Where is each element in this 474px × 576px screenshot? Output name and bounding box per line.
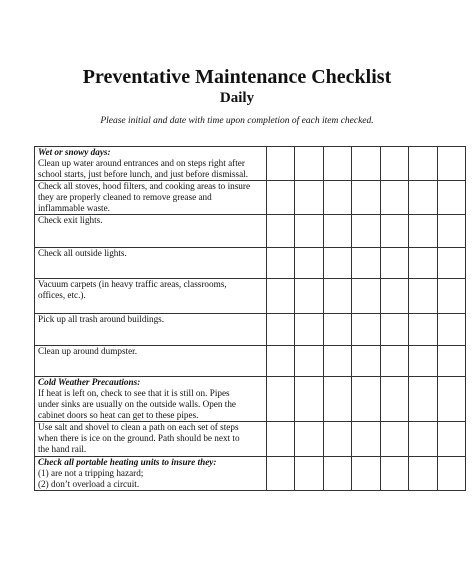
initial-date-cell[interactable]	[409, 181, 438, 215]
initial-date-cell[interactable]	[295, 314, 324, 346]
initial-date-cell[interactable]	[438, 279, 466, 314]
checklist-row	[35, 457, 466, 491]
task-text-line: school starts, just before lunch, and just before dismissal.	[38, 169, 248, 179]
page-subtitle: Daily	[219, 90, 255, 106]
task-text-line: inflammable waste.	[38, 203, 110, 213]
initial-date-cell[interactable]	[381, 181, 409, 215]
initial-date-cell[interactable]	[324, 377, 352, 422]
initial-date-cell[interactable]	[295, 457, 324, 491]
initial-date-cell[interactable]	[324, 215, 352, 248]
task-text-line: under sinks are usually on the outside walls. Open the	[38, 399, 237, 409]
initial-date-cell[interactable]	[409, 248, 438, 279]
initial-date-cell[interactable]	[381, 215, 409, 248]
task-text-line: Use salt and shovel to clean a path on each set of steps	[38, 422, 239, 432]
initial-date-cell[interactable]	[438, 215, 466, 248]
initial-date-cell[interactable]	[381, 377, 409, 422]
initial-date-cell[interactable]	[352, 346, 381, 377]
task-text-line: If heat is left on, check to see that it is still on. Pipes	[38, 388, 230, 398]
initial-date-cell[interactable]	[438, 314, 466, 346]
task-text-line: the hand rail.	[38, 444, 87, 454]
initial-date-cell[interactable]	[381, 279, 409, 314]
initial-date-cell[interactable]	[381, 457, 409, 491]
initial-date-cell[interactable]	[409, 279, 438, 314]
initial-date-cell[interactable]	[409, 422, 438, 457]
initial-date-cell[interactable]	[409, 215, 438, 248]
task-description	[35, 377, 267, 422]
initial-date-cell[interactable]	[267, 457, 295, 491]
initial-date-cell[interactable]	[324, 147, 352, 181]
task-text-line: cabinet doors so heat can get to these pipes.	[38, 410, 199, 420]
task-text-line: (2) don’t overload a circuit.	[38, 479, 140, 489]
initial-date-cell[interactable]	[381, 346, 409, 377]
initial-date-cell[interactable]	[352, 248, 381, 279]
initial-date-cell[interactable]	[267, 248, 295, 279]
task-text-line: Check exit lights.	[38, 215, 103, 225]
checklist-row	[35, 215, 466, 248]
task-text-line: Check all stoves, hood filters, and cooking areas to insure	[38, 181, 251, 191]
initial-date-cell[interactable]	[409, 346, 438, 377]
checklist-row	[35, 377, 466, 422]
checklist-row	[35, 346, 466, 377]
initial-date-cell[interactable]	[409, 457, 438, 491]
task-text-line: Pick up all trash around buildings.	[38, 314, 165, 324]
initial-date-cell[interactable]	[438, 147, 466, 181]
checklist-row	[35, 248, 466, 279]
initial-date-cell[interactable]	[381, 248, 409, 279]
initial-date-cell[interactable]	[438, 248, 466, 279]
task-description	[35, 181, 267, 215]
initial-date-cell[interactable]	[267, 279, 295, 314]
checklist-row	[35, 279, 466, 314]
initial-date-cell[interactable]	[352, 279, 381, 314]
checklist-row	[35, 314, 466, 346]
task-text-line: Check all outside lights.	[38, 248, 127, 258]
initial-date-cell[interactable]	[352, 457, 381, 491]
initial-date-cell[interactable]	[381, 422, 409, 457]
initial-date-cell[interactable]	[267, 314, 295, 346]
task-description	[35, 215, 267, 248]
initial-date-cell[interactable]	[267, 215, 295, 248]
initial-date-cell[interactable]	[409, 147, 438, 181]
initial-date-cell[interactable]	[409, 377, 438, 422]
initial-date-cell[interactable]	[267, 377, 295, 422]
task-text-line: Clean up around dumpster.	[38, 346, 138, 356]
task-text-line: when there is ice on the ground. Path should be next to	[38, 433, 240, 443]
initial-date-cell[interactable]	[438, 377, 466, 422]
initial-date-cell[interactable]	[352, 215, 381, 248]
initial-date-cell[interactable]	[295, 346, 324, 377]
initial-date-cell[interactable]	[324, 248, 352, 279]
task-text-line: Clean up water around entrances and on steps right after	[38, 158, 245, 168]
task-description	[35, 457, 267, 491]
checklist-table	[34, 146, 466, 491]
task-category-label: Cold Weather Precautions:	[38, 377, 141, 387]
initial-date-cell[interactable]	[267, 346, 295, 377]
task-description	[35, 346, 267, 377]
task-description	[35, 248, 267, 279]
initial-date-cell[interactable]	[295, 147, 324, 181]
initial-date-cell[interactable]	[295, 181, 324, 215]
initial-date-cell[interactable]	[352, 422, 381, 457]
initial-date-cell[interactable]	[438, 181, 466, 215]
initial-date-cell[interactable]	[295, 215, 324, 248]
checklist-row	[35, 181, 466, 215]
initial-date-cell[interactable]	[324, 314, 352, 346]
initial-date-cell[interactable]	[295, 377, 324, 422]
initial-date-cell[interactable]	[352, 314, 381, 346]
initial-date-cell[interactable]	[324, 422, 352, 457]
task-text-line: they are properly cleaned to remove grease and	[38, 192, 212, 202]
page-title: Preventative Maintenance Checklist	[82, 66, 392, 88]
task-text-line: (1) are not a tripping hazard;	[38, 468, 144, 478]
task-description	[35, 314, 267, 346]
initial-date-cell[interactable]	[381, 147, 409, 181]
initial-date-cell[interactable]	[267, 422, 295, 457]
initial-date-cell[interactable]	[438, 457, 466, 491]
initial-date-cell[interactable]	[295, 279, 324, 314]
initial-date-cell[interactable]	[409, 314, 438, 346]
initial-date-cell[interactable]	[352, 377, 381, 422]
initial-date-cell[interactable]	[438, 422, 466, 457]
initial-date-cell[interactable]	[267, 147, 295, 181]
initial-date-cell[interactable]	[324, 457, 352, 491]
initial-date-cell[interactable]	[352, 181, 381, 215]
task-description	[35, 422, 267, 457]
task-category-label: Check all portable heating units to insure they:	[38, 457, 217, 467]
task-description	[35, 279, 267, 314]
checklist-row	[35, 147, 466, 181]
initial-date-cell[interactable]	[381, 314, 409, 346]
initial-date-cell[interactable]	[324, 181, 352, 215]
checklist-body	[35, 147, 466, 491]
checklist-row	[35, 422, 466, 457]
initial-date-cell[interactable]	[324, 279, 352, 314]
task-text-line: offices, etc.).	[38, 290, 86, 300]
initial-date-cell[interactable]	[324, 346, 352, 377]
initial-date-cell[interactable]	[295, 248, 324, 279]
instructions-text: Please initial and date with time upon completion of each item checked.	[100, 116, 374, 126]
initial-date-cell[interactable]	[295, 422, 324, 457]
task-description	[35, 147, 267, 181]
initial-date-cell[interactable]	[438, 346, 466, 377]
task-category-label: Wet or snowy days:	[38, 147, 111, 157]
task-text-line: Vacuum carpets (in heavy traffic areas, classrooms,	[38, 279, 227, 289]
initial-date-cell[interactable]	[267, 181, 295, 215]
initial-date-cell[interactable]	[352, 147, 381, 181]
